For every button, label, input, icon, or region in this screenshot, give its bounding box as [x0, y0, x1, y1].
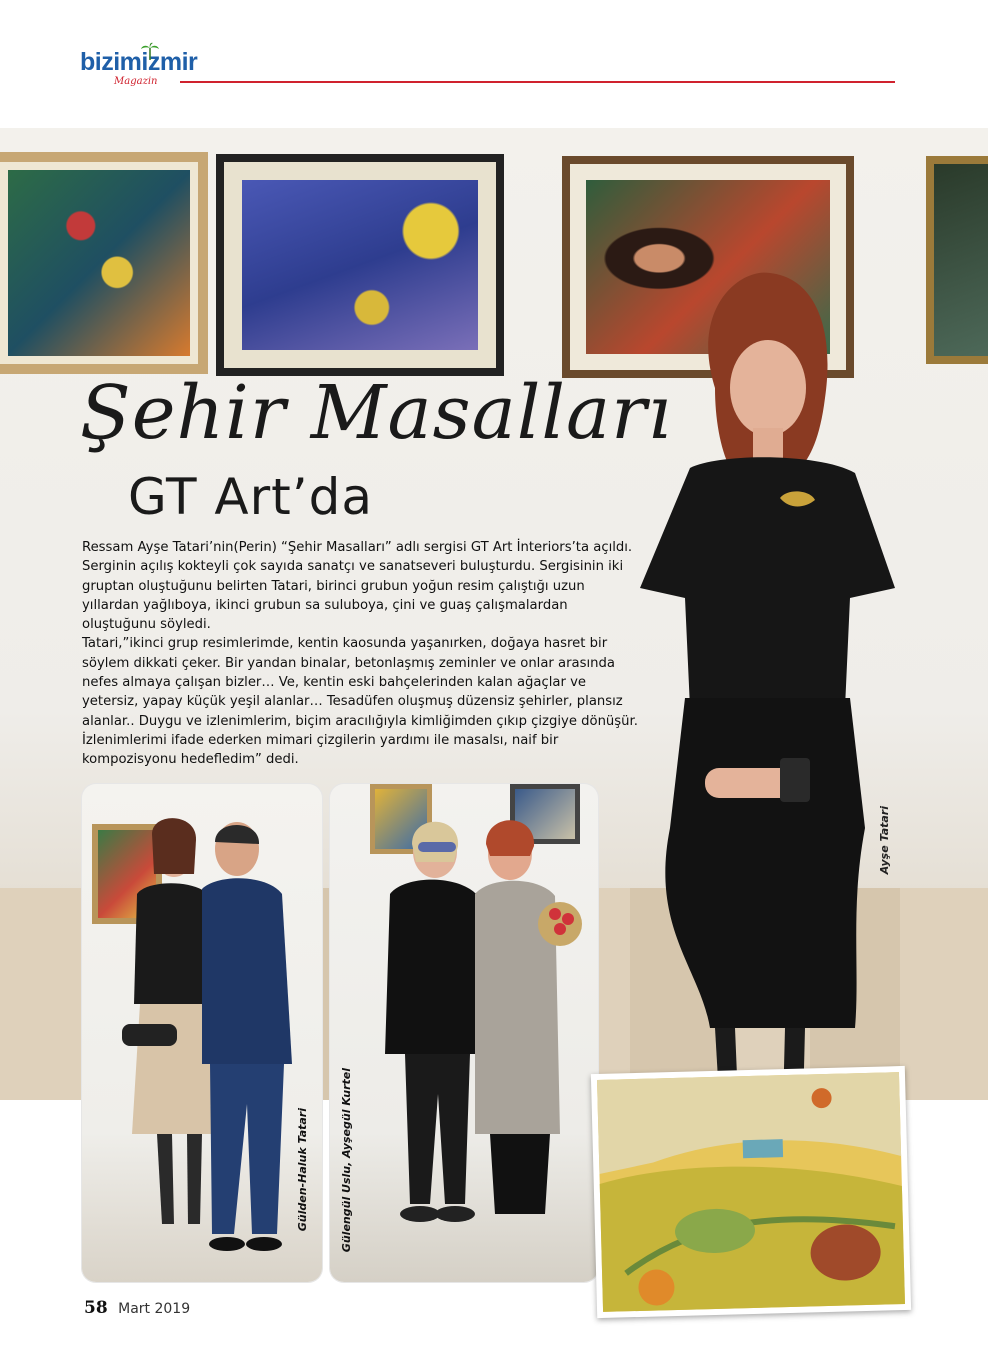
photo-caption: Gülden-Haluk Tatari [296, 1108, 309, 1232]
painting-artwork [591, 1066, 911, 1318]
featured-painting [591, 1066, 911, 1318]
header-rule [180, 81, 895, 83]
article-title-main: GT Art’da [128, 468, 374, 526]
photo-caption: Ayşe Tatari [878, 806, 891, 875]
two-women-figures [350, 804, 598, 1282]
logo-subtitle: Magazin [114, 76, 158, 87]
magazine-logo [80, 48, 220, 94]
wall-painting [926, 156, 988, 364]
article-body [82, 538, 642, 770]
article-title-script: Şehir Masalları [80, 370, 673, 456]
page-number: 58 [84, 1298, 108, 1318]
logo-text: bizimizmir [80, 48, 198, 76]
photo-two-women [330, 784, 598, 1282]
photo-couple [82, 784, 322, 1282]
palm-tree-icon [140, 42, 160, 62]
article-paragraph: Ressam Ayşe Tatari’nin(Perin) “Şehir Masalları” adlı sergisi GT Art İnteriors’ta açıldı. Serginin açılış kokteyli çok sayıda sanatçı ve sanatseveri buluşturdu. Sergisinin iki gruptan oluştuğunu belirten Tatari, birinci grubun yoğun resim çalıştığı uzun yıllardan yağlıboya, ikinci grubun sa suluboya, çini ve guaş çalışmalardan oluştuğunu söyledi. [82, 540, 633, 633]
article-paragraph: Tatari,”ikinci grup resimlerimde, kentin kaosunda yaşanırken, doğaya hasret bir söylem dikkati çeker. Bir yandan binalar, betonlaşmış zeminler ve onlar arasında nefes almaya çalışan bizler… Ve, kentin eski bahçelerinden kalan ağaçlar ve yetersiz, yapay küçük yeşil alanlar… Tesadüfen oluşmuş düzensiz şehirler, plansız alanlar.. Duygu ve izlenimlerim, biçim aracılığıyla kimliğimden çıkıp çizgiye dönüşür. İzlenimlerimi ifade ederken mimari çizgilerin yardımı ile masalsı, naif bir kompozisyonu hedefledim” dedi. [82, 636, 638, 768]
page-footer [84, 1298, 190, 1318]
issue-date: Mart 2019 [118, 1301, 191, 1317]
wall-painting [216, 154, 504, 376]
photo-caption: Gülengül Uslu, Ayşegül Kurtel [340, 1068, 353, 1253]
couple-figures [102, 804, 322, 1282]
wall-painting [0, 152, 208, 374]
